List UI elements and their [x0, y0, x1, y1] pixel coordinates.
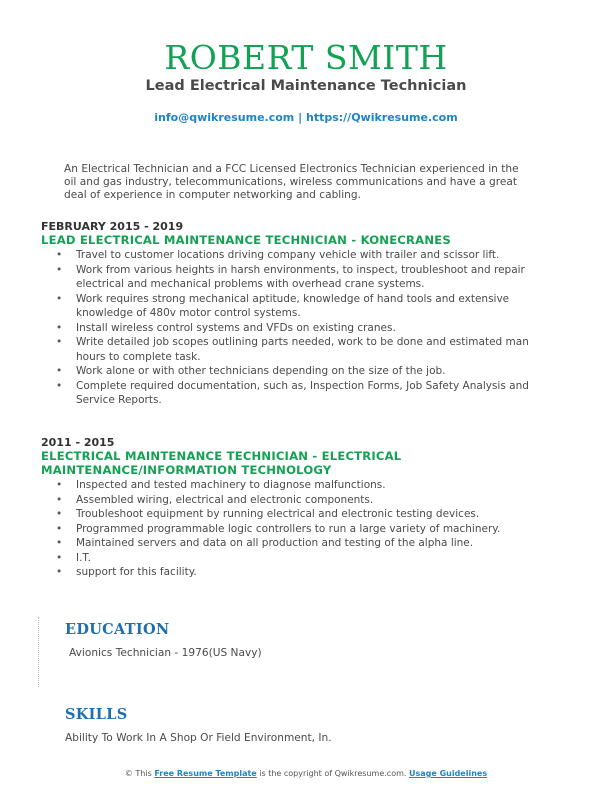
footer [0, 769, 612, 778]
contact-separator: | [298, 111, 303, 124]
skills-heading: SKILLS [65, 706, 128, 723]
job-bullets [41, 248, 561, 408]
bullet-item: • Write detailed job scopes outlining parts needed, work to be done and estimated man hours to complete task. [76, 335, 561, 364]
education-heading: EDUCATION [65, 621, 170, 638]
footer-prefix: © This [124, 769, 152, 778]
bullet-item: • Travel to customer locations driving company vehicle with trailer and scissor lift. [76, 248, 561, 263]
candidate-role: Lead Electrical Maintenance Technician [145, 78, 467, 94]
bullet-item: • support for this facility. [76, 565, 561, 580]
bullet-item: • Troubleshoot equipment by running electrical and electronic testing devices. [76, 507, 561, 522]
job-dates: 2011 - 2015 [41, 436, 115, 449]
bullet-item: • Install wireless control systems and VFDs on existing cranes. [76, 321, 561, 336]
bullet-item: • Inspected and tested machinery to diagnose malfunctions. [76, 478, 561, 493]
bullet-item: • I.T. [76, 551, 561, 566]
bullet-item: • Work from various heights in harsh environments, to inspect, troubleshoot and repair electrical and mechanical problems with overhead crane systems. [76, 263, 561, 292]
section-divider [38, 617, 39, 687]
education-entry: Avionics Technician - 1976(US Navy) [69, 647, 262, 659]
website-link[interactable]: https://Qwikresume.com [305, 111, 458, 124]
free-resume-template-link[interactable]: Free Resume Template [154, 769, 257, 778]
candidate-name: ROBERT SMITH [164, 38, 448, 77]
bullet-item: • Work alone or with other technicians depending on the size of the job. [76, 364, 561, 379]
job-title: LEAD ELECTRICAL MAINTENANCE TECHNICIAN - KONECRANES [41, 233, 451, 247]
usage-guidelines-link[interactable]: Usage Guidelines [408, 769, 488, 778]
skills-entry: Ability To Work In A Shop Or Field Environment, In. [65, 732, 332, 744]
bullet-item: • Programmed programmable logic controllers to run a large variety of machinery. [76, 522, 561, 537]
bullet-item: • Work requires strong mechanical aptitude, knowledge of hand tools and extensive knowledge of 480v motor control systems. [76, 292, 561, 321]
footer-middle: is the copyright of Qwikresume.com. [259, 769, 407, 778]
bullet-item: • Assembled wiring, electrical and electronic components. [76, 493, 561, 508]
experience-entry [41, 220, 561, 408]
bullet-item: • Complete required documentation, such as, Inspection Forms, Job Safety Analysis and Service Reports. [76, 379, 561, 408]
bullet-item: • Maintained servers and data on all production and testing of the alpha line. [76, 536, 561, 551]
email-link[interactable]: info@qwikresume.com [154, 111, 295, 124]
job-title: ELECTRICAL MAINTENANCE TECHNICIAN - ELECTRICAL MAINTENANCE/INFORMATION TECHNOLOGY [41, 449, 402, 477]
experience-entry [41, 436, 561, 580]
job-dates: FEBRUARY 2015 - 2019 [41, 220, 184, 233]
job-bullets [41, 478, 561, 580]
contact-line [0, 111, 612, 124]
summary-paragraph: An Electrical Technician and a FCC Licensed Electronics Technician experienced in the oil and gas industry, telecommunications, wireless communications and have a great deal of experience in computer networking and cabling. [64, 163, 519, 202]
